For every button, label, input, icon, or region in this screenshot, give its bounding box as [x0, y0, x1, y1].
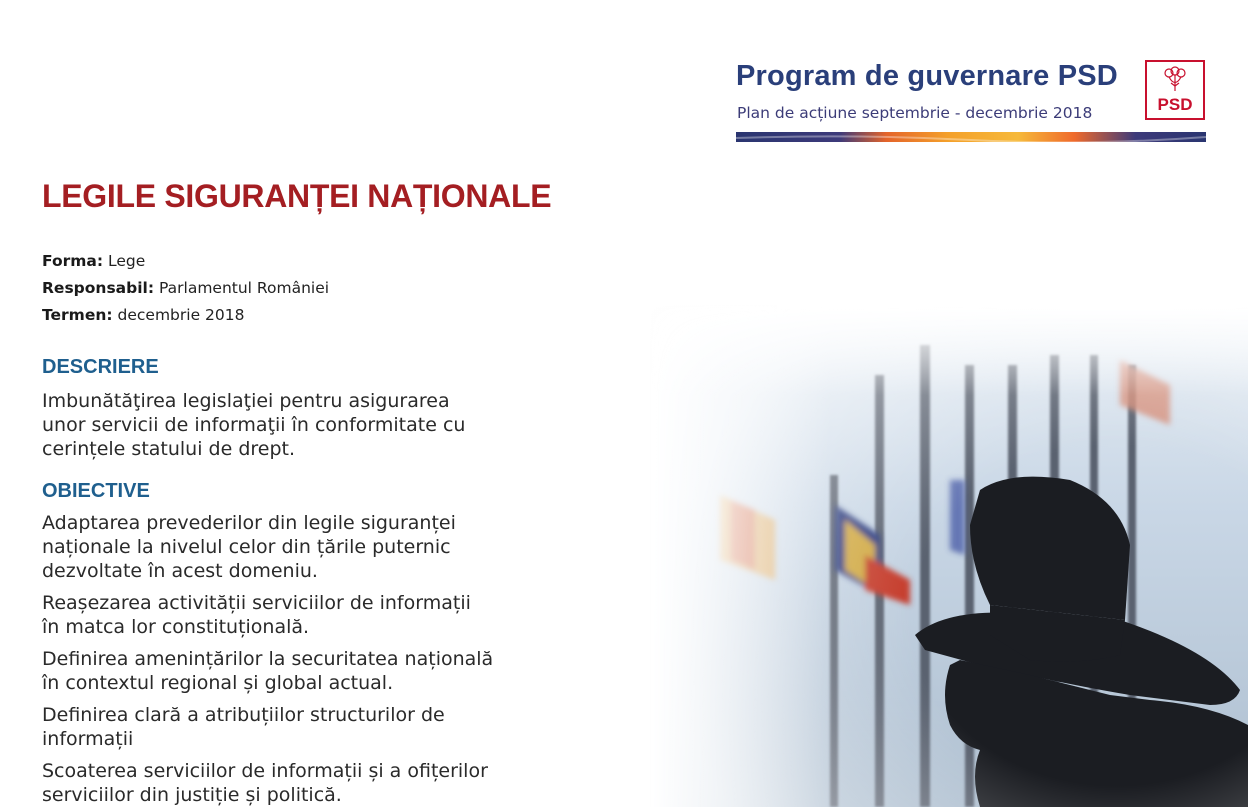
header-color-bar [736, 132, 1206, 142]
officer-flags-photo [650, 305, 1248, 807]
header-subtitle: Plan de acțiune septembrie - decembrie 2018 [737, 104, 1093, 122]
meta-forma: Forma: Lege [42, 252, 146, 270]
document-header [736, 60, 1206, 144]
header-title: Program de guvernare PSD [736, 60, 1118, 92]
obiective-heading: OBIECTIVE [42, 480, 150, 502]
meta-termen: Termen: decembrie 2018 [42, 306, 245, 324]
page-title: LEGILE SIGURANȚEI NAȚIONALE [42, 178, 552, 214]
objective-item: Definirea clară a atribuțiilor structurilor de informații [42, 704, 445, 750]
descriere-heading: DESCRIERE [42, 356, 159, 378]
logo-text: PSD [1157, 95, 1193, 114]
meta-block [42, 248, 329, 329]
descriere-text: Imbunătăţirea legislaţiei pentru asigurarea unor servicii de informaţii în conformitate cu cerințele statului de drept. [42, 390, 466, 460]
objective-item: Scoaterea serviciilor de informații și a ofițerilor serviciilor din justiție și politică. [42, 760, 488, 806]
psd-logo [1145, 60, 1205, 120]
objective-item: Adaptarea prevederilor din legile siguranței naționale la nivelul celor din țările puternic dezvoltate în acest domeniu. [42, 512, 456, 582]
rose-icon [1160, 66, 1190, 92]
objective-item: Reașezarea activității serviciilor de informații în matca lor constituțională. [42, 592, 471, 638]
objective-item: Definirea amenințărilor la securitatea națională în contextul regional și global actual. [42, 648, 494, 694]
meta-responsabil: Responsabil: Parlamentul României [42, 279, 330, 297]
